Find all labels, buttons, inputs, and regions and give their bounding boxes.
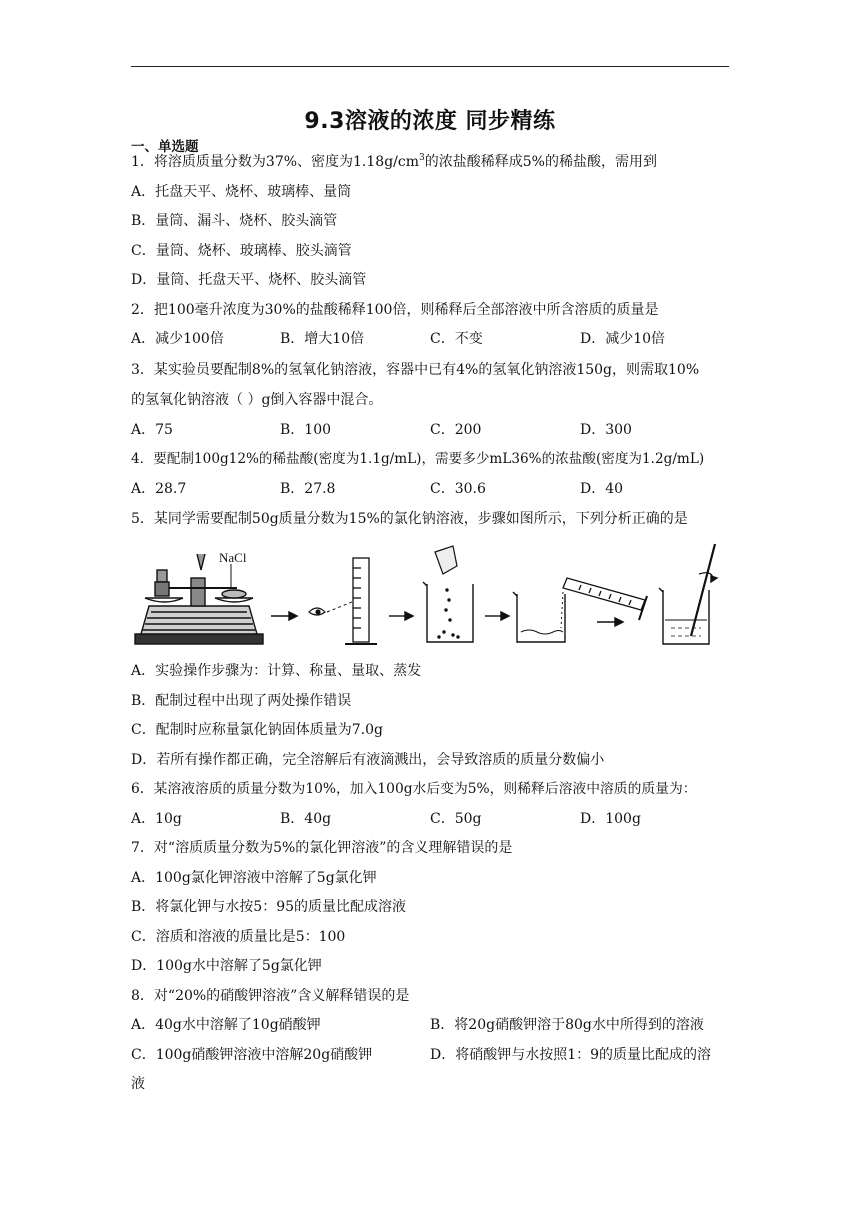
figure-nacl-label: NaCl [219, 550, 247, 565]
question-6-option-a: A．10g [131, 811, 182, 827]
question-3-stem-line1: 3．某实验员要配制8%的氢氧化钠溶液，容器中已有4%的氢氧化钠溶液150g，则需取10% [131, 362, 700, 378]
question-2-option-d: D．减少10倍 [580, 331, 666, 347]
question-5-option-b: B．配制过程中出现了两处操作错误 [131, 693, 352, 709]
solution-preparation-figure [131, 540, 731, 652]
question-6-option-c: C．50g [430, 811, 482, 827]
question-7-option-c: C．溶质和溶液的质量比是5：100 [131, 929, 346, 945]
question-1-stem [131, 153, 731, 171]
question-4-option-d: D．40 [580, 481, 624, 497]
eye-icon [309, 608, 325, 615]
graduated-cylinder-icon [345, 558, 377, 644]
question-2-option-a: A．减少100倍 [131, 331, 224, 347]
arrow-icon [485, 612, 509, 620]
question-1-option-b: B．量筒、漏斗、烧杯、胶头滴管 [131, 213, 338, 229]
question-5-option-a: A．实验操作步骤为：计算、称量、量取、蒸发 [131, 663, 422, 679]
question-4-option-c: C．30.6 [430, 481, 486, 497]
pour-stream [561, 592, 563, 628]
question-1-stem-post: 的浓盐酸稀释成5%的稀盐酸，需用到 [424, 154, 657, 170]
section-heading: 一、单选题 [131, 139, 199, 155]
question-3-option-b: B．100 [280, 422, 332, 438]
question-8-stem: 8．对“20%的硝酸钾溶液”含义解释错误的是 [131, 988, 410, 1004]
arrow-icon [597, 618, 623, 626]
page-title: 9.3溶液的浓度 同步精练 [304, 109, 556, 134]
question-8-option-a: A．40g水中溶解了10g硝酸钾 [131, 1017, 321, 1033]
question-5-option-c: C．配制时应称量氯化钠固体质量为7.0g [131, 722, 383, 738]
pouring-cylinder-icon [563, 578, 647, 620]
paper-pouring-icon [435, 546, 457, 574]
stirring-beaker-icon [659, 544, 717, 644]
question-1-option-d: D．量筒、托盘天平、烧杯、胶头滴管 [131, 272, 367, 288]
question-1-option-c: C．量筒、烧杯、玻璃棒、胶头滴管 [131, 243, 352, 259]
balance-icon [135, 554, 263, 644]
question-8-option-b: B．将20g硝酸钾溶于80g水中所得到的溶液 [430, 1017, 704, 1033]
experiment-steps-diagram [131, 540, 731, 652]
question-6-stem: 6．某溶液溶质的质量分数为10%，加入100g水后变为5%，则稀释后溶液中溶质的质量为： [131, 781, 697, 797]
question-7-stem: 7．对“溶质质量分数为5%的氯化钾溶液”的含义理解错误的是 [131, 840, 513, 856]
question-4-option-a: A．28.7 [131, 481, 187, 497]
question-5-option-d: D．若所有操作都正确，完全溶解后有液滴溅出，会导致溶质的质量分数偏小 [131, 752, 605, 768]
question-7-option-a: A．100g氯化钾溶液中溶解了5g氯化钾 [131, 870, 377, 886]
question-3-option-d: D．300 [580, 422, 632, 438]
beaker-icon [513, 592, 565, 642]
question-2-stem: 2．把100毫升浓度为30%的盐酸稀释100倍，则稀释后全部溶液中所含溶质的质量是 [131, 302, 659, 318]
question-6-option-b: B．40g [280, 811, 332, 827]
question-7-option-b: B．将氯化钾与水按5：95的质量比配成溶液 [131, 899, 407, 915]
arrow-icon [389, 612, 413, 620]
question-2-option-c: C．不变 [430, 331, 483, 347]
question-8-option-c: C．100g硝酸钾溶液中溶解20g硝酸钾 [131, 1047, 373, 1063]
question-6-option-d: D．100g [580, 811, 641, 827]
question-8-option-d-continued: 液 [131, 1076, 145, 1092]
question-3-option-a: A．75 [131, 422, 173, 438]
arrow-icon [271, 612, 297, 620]
question-3-stem-line2: 的氢氧化钠溶液（ ）g倒入容器中混合。 [131, 392, 383, 408]
question-8-option-d: D．将硝酸钾与水按照1：9的质量比配成的溶 [430, 1047, 712, 1063]
question-7-option-d: D．100g水中溶解了5g氯化钾 [131, 958, 322, 974]
question-1-stem-pre: 1．将溶质质量分数为37%、密度为1.18g/cm [131, 154, 419, 170]
question-2-option-b: B．增大10倍 [280, 331, 365, 347]
question-4-option-b: B．27.8 [280, 481, 336, 497]
beaker-icon [423, 582, 473, 642]
header-rule [131, 66, 729, 67]
question-1-option-a: A．托盘天平、烧杯、玻璃棒、量筒 [131, 184, 352, 200]
question-5-stem: 5．某同学需要配制50g质量分数为15%的氯化钠溶液，步骤如图所示，下列分析正确的是 [131, 511, 688, 527]
question-4-stem: 4．要配制100g12%的稀盐酸(密度为1.1g/mL)，需要多少mL36%的浓盐酸(密度为1.2g/mL) [131, 451, 705, 467]
question-1-stem-sup: 3 [419, 153, 425, 163]
question-3-option-c: C．200 [430, 422, 482, 438]
